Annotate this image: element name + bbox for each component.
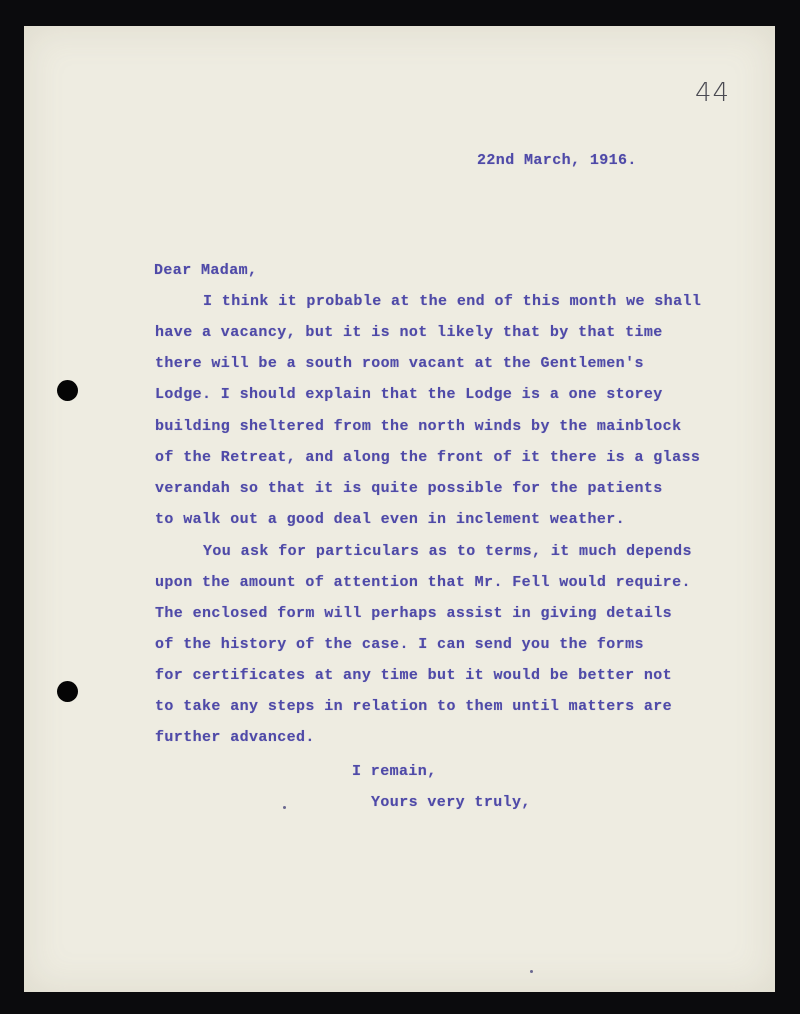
- body-line: I think it probable at the end of this month we shall: [203, 293, 702, 310]
- ink-speck: [530, 970, 533, 973]
- body-line: upon the amount of attention that Mr. Fell would require.: [155, 574, 691, 591]
- punch-hole-top: [57, 380, 78, 401]
- closing-signoff: Yours very truly,: [371, 794, 531, 811]
- closing-remain: I remain,: [352, 763, 437, 780]
- body-line: to walk out a good deal even in inclement weather.: [155, 511, 626, 528]
- body-line: for certificates at any time but it would be better not: [155, 667, 673, 684]
- body-line: building sheltered from the north winds by the mainblock: [155, 418, 682, 435]
- body-line: You ask for particulars as to terms, it much depends: [203, 543, 692, 560]
- body-line: Lodge. I should explain that the Lodge is a one storey: [155, 386, 663, 403]
- letter-page: [24, 26, 775, 992]
- body-line: The enclosed form will perhaps assist in giving details: [155, 605, 673, 622]
- folio-number: 44: [695, 78, 731, 108]
- body-line: of the history of the case. I can send you the forms: [155, 636, 644, 653]
- body-line: further advanced.: [155, 729, 315, 746]
- letter-date: 22nd March, 1916.: [477, 152, 637, 169]
- body-line: have a vacancy, but it is not likely that by that time: [155, 324, 663, 341]
- salutation: Dear Madam,: [154, 262, 258, 279]
- body-line: to take any steps in relation to them until matters are: [155, 698, 673, 715]
- ink-speck: [283, 806, 286, 809]
- body-line: of the Retreat, and along the front of it there is a glass: [155, 449, 701, 466]
- body-line: verandah so that it is quite possible for the patients: [155, 480, 663, 497]
- punch-hole-bottom: [57, 681, 78, 702]
- body-line: there will be a south room vacant at the Gentlemen's: [155, 355, 644, 372]
